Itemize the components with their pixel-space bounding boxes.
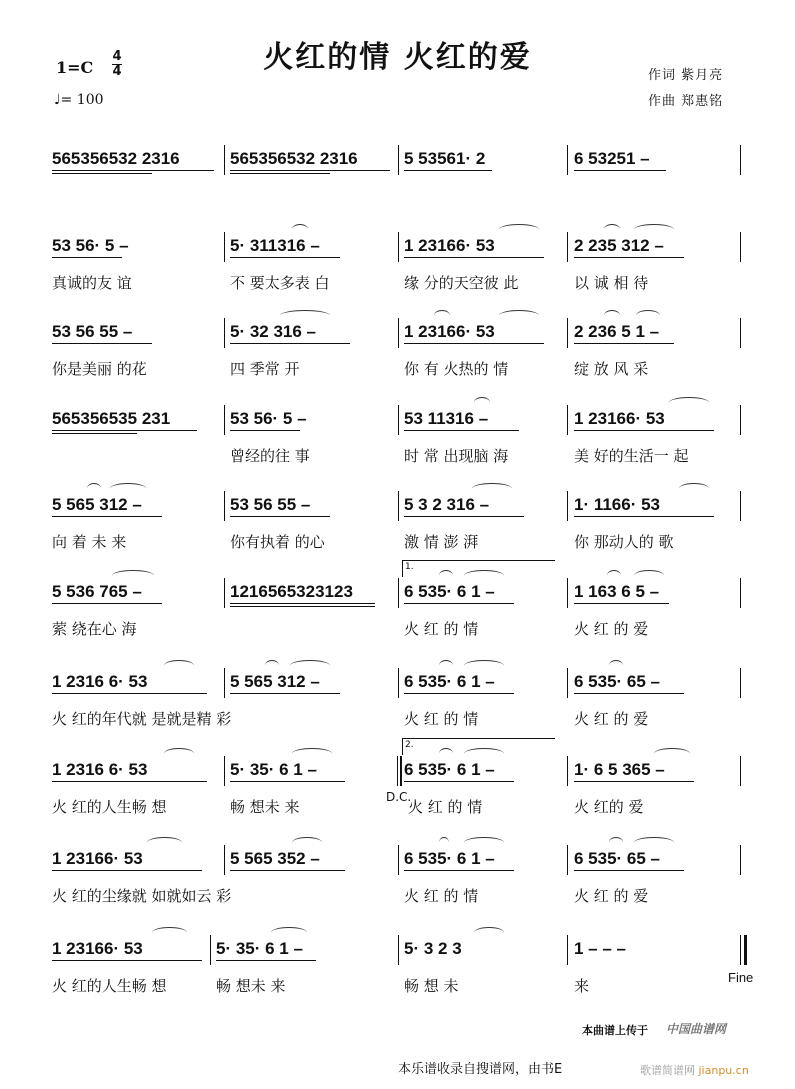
lyric: 你有执着 的心 (230, 533, 325, 551)
lyric: 畅 想未 来 (216, 977, 286, 995)
time-signature-bottom: 4 (112, 64, 122, 79)
key-signature: 1=C (56, 58, 94, 77)
watermark: 歌谱简谱网 jianpu.cn (640, 1064, 749, 1077)
lyric: 你 那动人的 歌 (574, 533, 674, 551)
score-row: 1 23166· 53 5· 35· 6 1 – 5· 3 2 3 1 – – – 火 红的人生畅 想 畅 想未 来 畅 想 未 来 (52, 935, 752, 1005)
measure: 565356532 2316 (52, 145, 222, 175)
score-row: 5 536 765 – 1216565323123 1. 6 535· 6 1 – 1 163 6 5 – 萦 绕在心 海 火 红 的 情 火 红 的 爱 (52, 578, 752, 648)
lyric: 来 (574, 977, 590, 995)
lyric: 火 红的尘缘就 如就如云 彩 (52, 887, 232, 905)
lyric: 火 红 的 爱 (574, 710, 649, 728)
time-signature-top: 4 (112, 49, 122, 64)
upload-note: 本曲谱上传于 (582, 1024, 648, 1037)
lyric: 真诚的友 谊 (52, 274, 132, 292)
site-logo: 中国曲谱网 (666, 1022, 727, 1036)
lyric: 畅 想 未 (404, 977, 459, 995)
lyric: 火 红 的 情 (404, 887, 479, 905)
page-title: 火红的情 火红的爱 (263, 40, 532, 75)
lyric: 火 红 的 爱 (574, 887, 649, 905)
score-row: 1 23166· 53 5 565 352 – 6 535· 6 1 – 6 535· 65 – 火 红的尘缘就 如就如云 彩 火 红 的 情 火 红 的 爱 (52, 845, 752, 915)
lyric: 火 红的人生畅 想 (52, 798, 167, 816)
score-row: 1 2316 6· 53 5· 35· 6 1 – 2. 6 535· 6 1 – 1· 6 5 365 – 火 红的人生畅 想 畅 想未 来 D.C. 火 红 的 情 火 红的 爱 (52, 756, 752, 826)
lyric: 火 红 的 爱 (574, 620, 649, 638)
score-row: 53 56 55 – 5· 32 316 – 1 23166· 53 2 236 5 1 – 你是美丽 的花 四 季常 开 你 有 火热的 情 绽 放 风 采 (52, 318, 752, 388)
lyric: 绽 放 风 采 (574, 360, 649, 378)
lyric: 你是美丽 的花 (52, 360, 147, 378)
volta-bracket-2: 2. (402, 738, 555, 755)
lyricist-credit: 作词 紫月亮 (648, 68, 724, 83)
measure: 5 53561· 2 (404, 145, 569, 175)
lyric: 激 情 澎 湃 (404, 533, 479, 551)
source-note: 本乐谱收录自搜谱网，由书E (398, 1062, 563, 1077)
score-row: 53 56· 5 – 5· 311316 – 1 23166· 53 2 235 312 – 真诚的友 谊 不 要太多表 白 缘 分的天空彼 此 以 诚 相 待 (52, 232, 752, 302)
score-row: 1 2316 6· 53 5 565 312 – 6 535· 6 1 – 6 535· 65 – 火 红的年代就 是就是精 彩 火 红 的 情 火 红 的 爱 (52, 668, 752, 738)
measure: 6 53251 – (574, 145, 739, 175)
time-signature (112, 50, 122, 79)
score-row (52, 145, 752, 215)
lyric: 萦 绕在心 海 (52, 620, 137, 638)
score-row: 5 565 312 – 53 56 55 – 5 3 2 316 – 1· 1166· 53 向 着 未 来 你有执着 的心 激 情 澎 湃 你 那动人的 歌 (52, 491, 752, 561)
lyric: 时 常 出现脑 海 (404, 447, 509, 465)
fine-marking: Fine (728, 970, 754, 985)
measure: 565356532 2316 (230, 145, 395, 175)
lyric: 四 季常 开 (230, 360, 300, 378)
lyric: 曾经的往 事 (230, 447, 310, 465)
lyric: 火 红的 爱 (574, 798, 644, 816)
lyric: 向 着 未 来 (52, 533, 127, 551)
lyric: 火 红的年代就 是就是精 彩 (52, 710, 232, 728)
dc-marking: D.C. (386, 790, 412, 804)
lyric: 你 有 火热的 情 (404, 360, 509, 378)
tempo-marking: ♩= 100 (54, 92, 104, 108)
lyric: 火 红 的 情 (408, 798, 483, 816)
score-row: 565356535 231 53 56· 5 – 53 11316 – 1 23166· 53 曾经的往 事 时 常 出现脑 海 美 好的生活一 起 (52, 405, 752, 475)
lyric: 不 要太多表 白 (230, 274, 330, 292)
composer-credit: 作曲 郑惠铭 (648, 94, 724, 109)
lyric: 以 诚 相 待 (574, 274, 649, 292)
lyric: 畅 想未 来 (230, 798, 300, 816)
lyric: 火 红 的 情 (404, 620, 479, 638)
lyric: 缘 分的天空彼 此 (404, 274, 519, 292)
lyric: 火 红的人生畅 想 (52, 977, 167, 995)
lyric: 火 红 的 情 (404, 710, 479, 728)
volta-bracket-1: 1. (402, 560, 555, 577)
lyric: 美 好的生活一 起 (574, 447, 689, 465)
